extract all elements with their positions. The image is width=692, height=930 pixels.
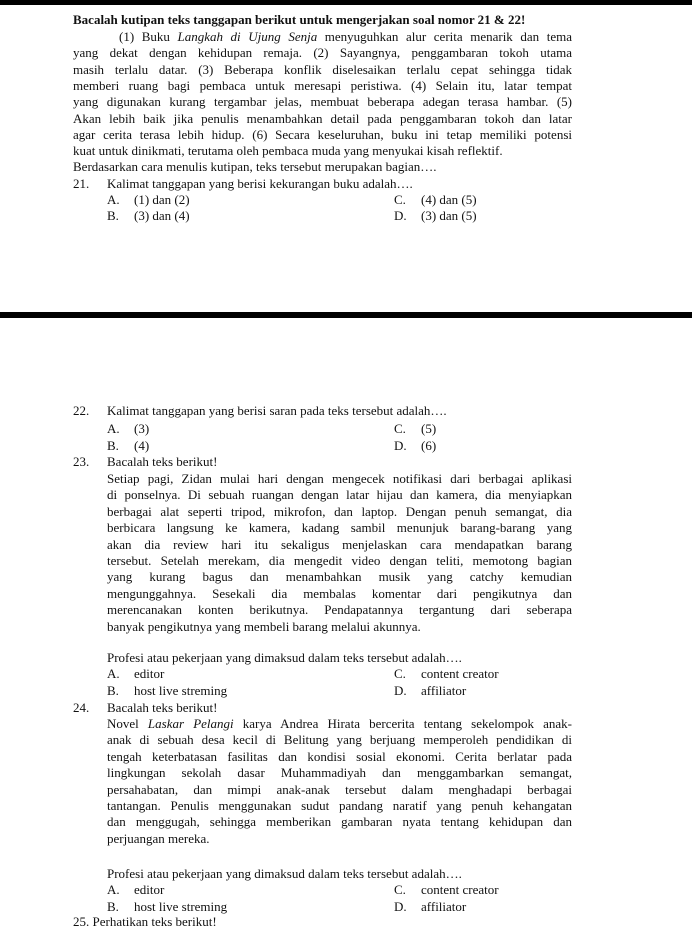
option-c[interactable] (394, 421, 436, 437)
option-b[interactable] (107, 899, 227, 915)
passage-line: anak di sebuah desa kecil di Belitung yang berjuang memperoleh pendidikan di (107, 732, 572, 748)
option-c[interactable] (394, 666, 499, 682)
text-intro: Bacalah teks berikut! (107, 454, 218, 469)
question-text: Profesi atau pekerjaan yang dimaksud dalam teks tersebut adalah…. (107, 650, 462, 665)
option-a[interactable] (107, 666, 164, 682)
option-letter: A. (107, 666, 120, 681)
passage-line: Novel Laskar Pelangi karya Andrea Hirata bercerita tentang sekelompok anak- (107, 716, 572, 731)
option-text: affiliator (421, 682, 467, 698)
passage-line: Akan lebih baik jika penulis menambahkan detail pada penggambaran tokoh dan latar (73, 110, 572, 126)
option-d[interactable] (394, 899, 466, 915)
option-c[interactable] (394, 882, 499, 898)
option-letter: D. (394, 208, 407, 224)
option-a[interactable] (107, 421, 149, 437)
option-letter: D. (394, 437, 407, 453)
passage-line: berbagai alat seperti tripod, mikrofon, dan laptop. Dengan penuh semangat, dia (107, 503, 572, 519)
passage-line: yang dekat dengan kehidupan remaja. (2) Sayangnya, penggambaran tokoh utama (73, 45, 572, 61)
option-text: (5) (421, 421, 437, 436)
option-b[interactable] (107, 438, 149, 454)
passage-line: tengah keterbatasan fasilitas dan kondisi sosial ekonomi. Cerita berlatar pada (107, 748, 572, 764)
option-letter: A. (107, 882, 120, 897)
option-text: (3) dan (5) (421, 208, 477, 224)
passage-line: mengunggahnya. Sesekali dia membalas komentar dari pengikutnya dan (107, 585, 572, 601)
passage-line: dan menggugah, sehingga memberikan gambaran nyata tentang kehidupan dan (107, 814, 572, 830)
option-text: (3) (134, 421, 150, 436)
next-question-partial: 25. Perhatikan teks berikut! (73, 914, 217, 929)
option-b[interactable] (107, 683, 227, 699)
option-a[interactable] (107, 882, 164, 898)
option-c[interactable] (394, 192, 477, 208)
option-d[interactable] (394, 683, 466, 699)
option-letter: C. (394, 421, 406, 436)
passage-line: masih terlalu datar. (3) Beberapa konflik diselesaikan terlalu cepat sehingga tidak (73, 61, 572, 77)
passage-line: lingkungan sekolah dasar Muhammadiyah dan menggambarkan semangat, (107, 765, 572, 781)
option-letter: D. (394, 682, 407, 698)
option-d[interactable] (394, 438, 436, 454)
option-letter: A. (107, 192, 120, 207)
option-letter: C. (394, 192, 406, 207)
option-text: content creator (421, 666, 499, 681)
question-number: 22. (73, 403, 90, 418)
option-text: content creator (421, 882, 499, 897)
passage-line: berbicara langsung ke kamera, kadang sambil menunjuk barang-barang yang (107, 520, 572, 536)
option-text: editor (134, 666, 165, 681)
option-d[interactable] (394, 208, 477, 224)
option-letter: B. (107, 682, 119, 698)
option-text: (4) dan (5) (421, 192, 477, 207)
option-text: editor (134, 882, 165, 897)
passage-line: Setiap pagi, Zidan mulai hari dengan mengecek notifikasi dari berbagai aplikasi (107, 471, 572, 486)
option-letter: C. (394, 666, 406, 681)
option-a[interactable] (107, 192, 190, 208)
passage-line: tantangan. Penulis menggunakan sudut pandang naratif yang penuh kehangatan (107, 798, 572, 813)
passage-line: di ponselnya. Di sebuah ruangan dengan latar hijau dan kamera, dia menyiapkan (107, 487, 572, 503)
passage-line: persahabatan, dan mimpi anak-anak tersebut dalam menghadapi berbagai (107, 781, 572, 797)
passage-line: (1) Buku Langkah di Ujung Senja menyuguhkan alur cerita menarik dan tema (119, 29, 572, 44)
passage-line: agar cerita terasa lebih hidup. (6) Secara keseluruhan, buku ini tetap memiliki potensi (73, 126, 572, 142)
option-text: (4) (134, 437, 150, 453)
option-text: (3) dan (4) (134, 208, 190, 224)
passage-line: banyak pengikutnya yang membeli barang melalui akunnya. (107, 618, 421, 634)
page-separator (0, 312, 692, 318)
passage-line: perjuangan mereka. (107, 830, 210, 846)
passage-line: tersebut. Setelah merekam, dia mengedit video dengan teliti, memotong bagian (107, 553, 572, 568)
passage-question: Berdasarkan cara menulis kutipan, teks tersebut merupakan bagian…. (73, 159, 437, 174)
instruction-heading: Bacalah kutipan teks tanggapan berikut untuk mengerjakan soal nomor 21 & 22! (73, 12, 526, 27)
option-text: (1) dan (2) (134, 192, 190, 207)
passage-line: merencanakan konten berikutnya. Pendapatannya tergantung dari seberapa (107, 602, 572, 618)
question-text: Kalimat tanggapan yang berisi kekurangan buku adalah…. (107, 176, 413, 191)
passage-line: yang kurang bagus dan menambahkan musik yang catchy kemudian (107, 569, 572, 585)
option-text: host live streming (134, 682, 228, 698)
top-border (0, 0, 692, 5)
option-letter: A. (107, 421, 120, 436)
text-intro: Bacalah teks berikut! (107, 700, 218, 715)
question-text: Profesi atau pekerjaan yang dimaksud dalam teks tersebut adalah…. (107, 866, 462, 881)
passage-line: akan dia review hari itu sekaligus menjelaskan cara mendapatkan barang (107, 536, 572, 552)
option-letter: B. (107, 208, 119, 224)
question-number: 23. (73, 454, 90, 469)
option-text: affiliator (421, 898, 467, 914)
option-letter: C. (394, 882, 406, 897)
option-text: host live streming (134, 898, 228, 914)
passage-line: kuat untuk dinikmati, terutama oleh pembaca muda yang menyukai kisah reflektif. (73, 143, 503, 159)
option-letter: D. (394, 898, 407, 914)
passage-line: yang digunakan kurang tergambar jelas, membuat beberapa adegan terasa hambar. (5) (73, 94, 572, 110)
option-letter: B. (107, 898, 119, 914)
option-letter: B. (107, 437, 119, 453)
question-number: 21. (73, 176, 90, 191)
option-text: (6) (421, 437, 437, 453)
question-text: Kalimat tanggapan yang berisi saran pada teks tersebut adalah…. (107, 403, 447, 418)
option-b[interactable] (107, 208, 190, 224)
passage-line: memberi ruang bagi pembaca untuk meresapi peristiwa. (4) Selain itu, latar tempat (73, 77, 572, 93)
question-number: 24. (73, 700, 90, 715)
